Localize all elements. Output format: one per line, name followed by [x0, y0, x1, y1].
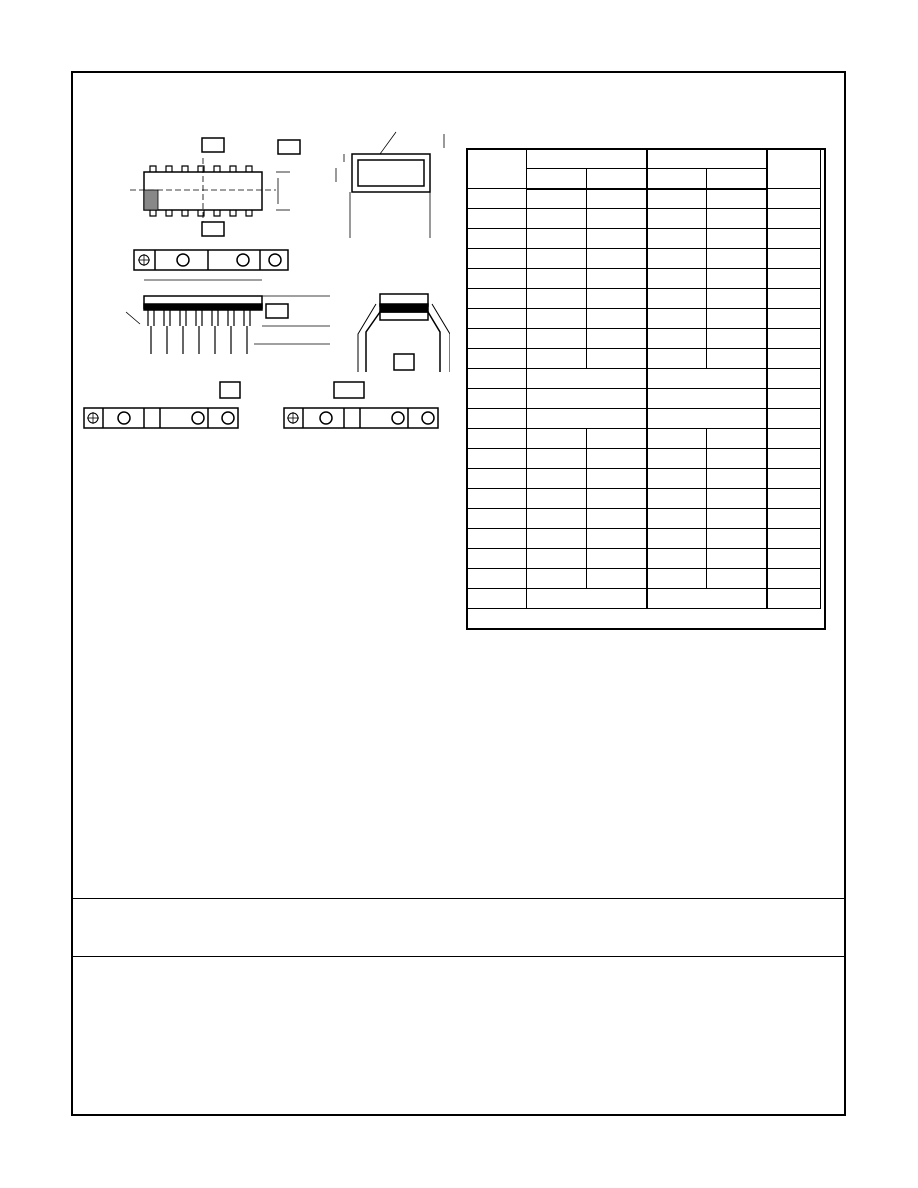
table-cell	[527, 209, 587, 229]
table-row	[467, 569, 821, 589]
table-cell	[467, 309, 527, 329]
table-cell	[587, 509, 647, 529]
table-cell	[647, 509, 707, 529]
table-cell	[527, 589, 647, 609]
table-cell	[467, 369, 527, 389]
table-row	[467, 289, 821, 309]
package-outline-drawing	[80, 118, 450, 438]
table-cell	[467, 209, 527, 229]
table-cell	[707, 569, 767, 589]
table-cell	[527, 369, 647, 389]
table-cell	[767, 429, 821, 449]
table-cell	[527, 429, 587, 449]
table-cell	[707, 449, 767, 469]
table-row	[467, 409, 821, 429]
table-cell	[707, 469, 767, 489]
table-cell	[647, 569, 707, 589]
table-row	[467, 489, 821, 509]
table-cell	[527, 489, 587, 509]
table-cell	[647, 309, 707, 329]
table-row	[467, 249, 821, 269]
table-cell	[767, 549, 821, 569]
table-cell	[467, 529, 527, 549]
table-row	[467, 429, 821, 449]
table-header-cell	[647, 169, 707, 189]
table-cell	[467, 429, 527, 449]
table-row	[467, 529, 821, 549]
table-cell	[767, 489, 821, 509]
table-cell	[467, 489, 527, 509]
table-cell	[647, 389, 767, 409]
table-cell	[707, 209, 767, 229]
table-cell	[707, 269, 767, 289]
table-header-cell	[767, 149, 821, 189]
table-cell	[587, 289, 647, 309]
table-row	[467, 389, 821, 409]
table-cell	[647, 329, 707, 349]
table-cell	[707, 329, 767, 349]
table-header-cell	[707, 169, 767, 189]
table-header-cell	[527, 169, 587, 189]
table-cell	[527, 289, 587, 309]
table-cell	[587, 469, 647, 489]
table-header-cell	[587, 169, 647, 189]
table-cell	[467, 389, 527, 409]
table-cell	[587, 429, 647, 449]
table-cell	[707, 509, 767, 529]
table-row	[467, 549, 821, 569]
table-cell	[767, 349, 821, 369]
table-cell	[587, 209, 647, 229]
table-row	[467, 469, 821, 489]
table-cell	[647, 209, 707, 229]
table-cell	[767, 329, 821, 349]
table-cell	[767, 209, 821, 229]
table-cell	[707, 289, 767, 309]
table-cell	[767, 529, 821, 549]
table-cell	[707, 549, 767, 569]
table-cell	[587, 449, 647, 469]
table-cell	[647, 229, 707, 249]
table-cell	[467, 449, 527, 469]
table-cell	[767, 589, 821, 609]
table-cell	[587, 489, 647, 509]
table-cell	[647, 349, 707, 369]
table-cell	[647, 549, 707, 569]
table-row	[467, 309, 821, 329]
table-cell	[647, 489, 707, 509]
table-cell	[587, 229, 647, 249]
table-cell	[527, 329, 587, 349]
table-cell	[767, 449, 821, 469]
table-row	[467, 449, 821, 469]
table-cell	[707, 529, 767, 549]
table-header-cell	[647, 149, 767, 169]
table-cell	[767, 369, 821, 389]
table-cell	[527, 509, 587, 529]
table-cell	[587, 529, 647, 549]
table-cell	[527, 449, 587, 469]
table-cell	[467, 349, 527, 369]
table-cell	[587, 249, 647, 269]
table-cell	[527, 249, 587, 269]
table-row	[467, 349, 821, 369]
dimension-table	[466, 148, 821, 609]
table-header-cell	[527, 149, 647, 169]
table-cell	[767, 469, 821, 489]
table-cell	[647, 249, 707, 269]
table-cell	[767, 509, 821, 529]
table-cell	[647, 289, 707, 309]
table-cell	[527, 229, 587, 249]
table-cell	[587, 269, 647, 289]
table-cell	[707, 489, 767, 509]
table-row	[467, 369, 821, 389]
table-cell	[767, 289, 821, 309]
table-row	[467, 229, 821, 249]
table-cell	[587, 569, 647, 589]
table-cell	[467, 289, 527, 309]
table-cell	[527, 549, 587, 569]
table-cell	[467, 329, 527, 349]
table-cell	[467, 189, 527, 209]
table-cell	[527, 409, 647, 429]
table-cell	[467, 589, 527, 609]
table-cell	[467, 269, 527, 289]
table-cell	[527, 529, 587, 549]
table-cell	[647, 409, 767, 429]
table-cell	[767, 189, 821, 209]
table-cell	[467, 549, 527, 569]
table-row	[467, 269, 821, 289]
table-cell	[527, 469, 587, 489]
table-cell	[647, 189, 707, 209]
table-cell	[707, 349, 767, 369]
table-row	[467, 329, 821, 349]
table-cell	[647, 429, 707, 449]
table-cell	[767, 229, 821, 249]
table-cell	[527, 349, 587, 369]
table-cell	[467, 569, 527, 589]
table-cell	[527, 389, 647, 409]
table-cell	[707, 229, 767, 249]
table-cell	[527, 269, 587, 289]
table-header-cell	[467, 149, 527, 189]
table-cell	[647, 469, 707, 489]
table-cell	[707, 429, 767, 449]
table-cell	[467, 409, 527, 429]
table-cell	[767, 249, 821, 269]
table-cell	[527, 309, 587, 329]
table-cell	[587, 329, 647, 349]
table-cell	[707, 309, 767, 329]
table-cell	[467, 509, 527, 529]
table-cell	[767, 569, 821, 589]
table-cell	[647, 529, 707, 549]
table-cell	[767, 409, 821, 429]
table-cell	[767, 269, 821, 289]
table-row	[467, 589, 821, 609]
table-cell	[767, 309, 821, 329]
table-cell	[467, 229, 527, 249]
table-cell	[647, 449, 707, 469]
table-cell	[707, 249, 767, 269]
table-row	[467, 509, 821, 529]
table-row	[467, 209, 821, 229]
table-cell	[647, 369, 767, 389]
table-cell	[647, 589, 767, 609]
table-cell	[467, 249, 527, 269]
table-cell	[707, 189, 767, 209]
table-cell	[587, 189, 647, 209]
table-cell	[527, 189, 587, 209]
table-cell	[767, 389, 821, 409]
divider-bottom	[71, 956, 846, 957]
table-cell	[587, 349, 647, 369]
table-cell	[587, 309, 647, 329]
table-cell	[467, 469, 527, 489]
table-cell	[587, 549, 647, 569]
divider-top	[71, 898, 846, 899]
table-cell	[647, 269, 707, 289]
table-cell	[527, 569, 587, 589]
table-row	[467, 189, 821, 209]
